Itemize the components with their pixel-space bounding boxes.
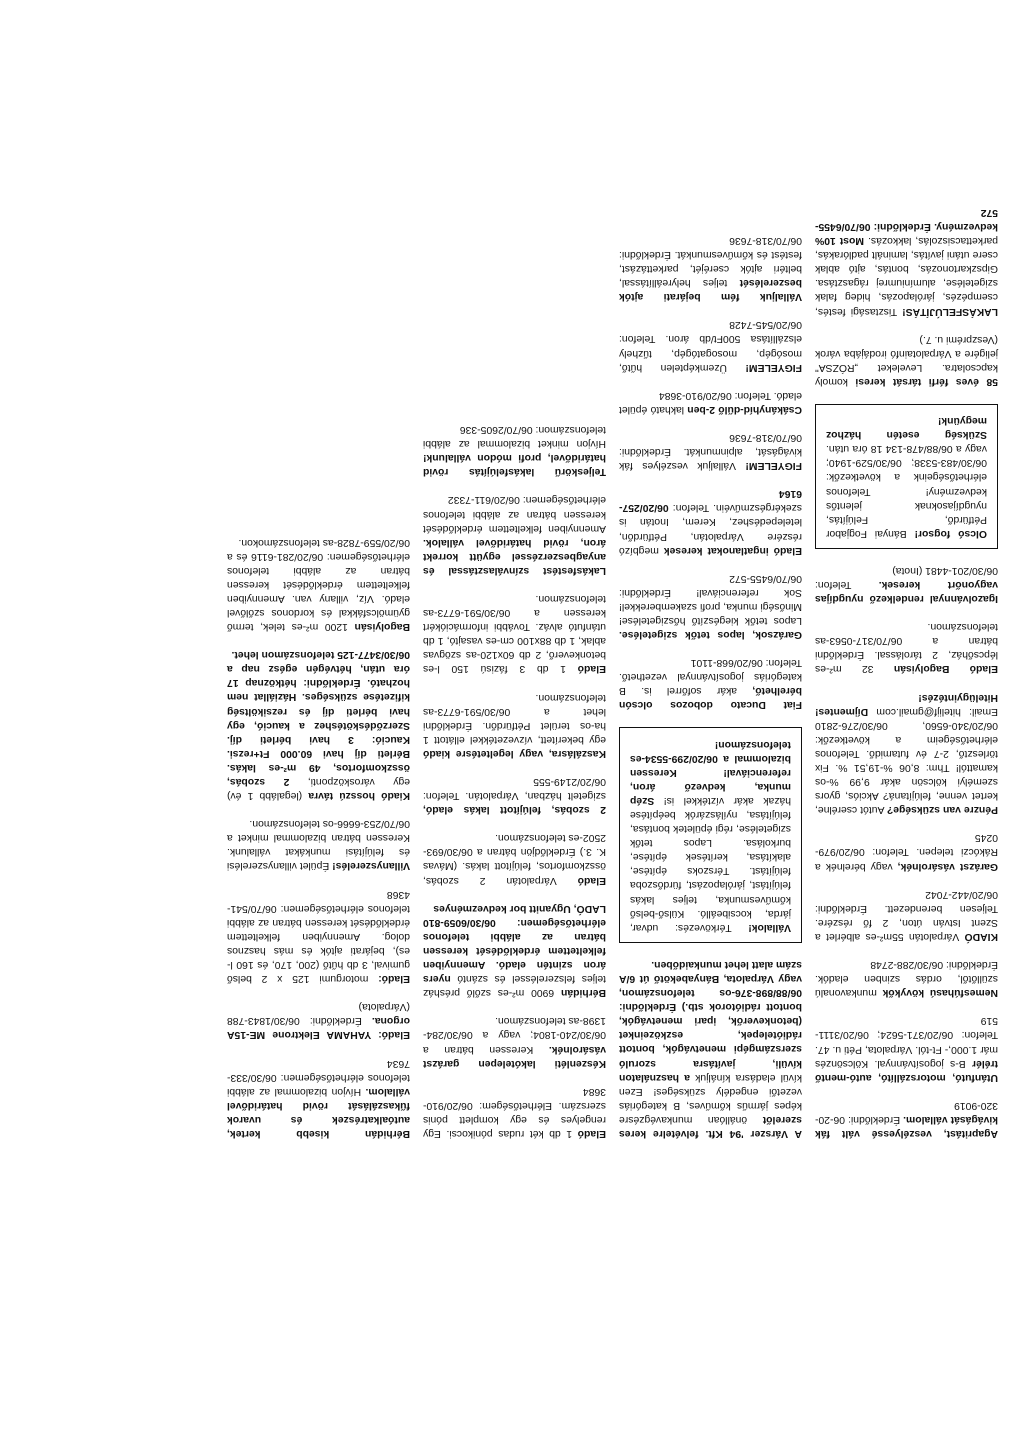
classified-ad <box>619 430 802 472</box>
ad-body: Térkövezés: udvar, járda, kocsibeálló. Külső-belső kőművesmunka, teljes lakás felújítást, járólapozást, fürdőszoba felújítást. Térszoks építése, alakítása, kerítések építése, burkolása. Lapos tetők szigetelése, régi épületek bontása, felújítása, nyílászárók beépítése házak akár víztékkel is! <box>630 794 791 933</box>
classified-ad <box>815 332 998 388</box>
ad-emphasis: 2 szobás, <box>227 776 308 788</box>
ad-headline: Lakásfestést színválasztással és anyagbeszerzéssel együtt korrekt áron, rövid határidővel vállalok. <box>423 536 606 576</box>
ad-emphasis: Most 10% kedvezmény. Érdeklődni: 06/70/6455-572 <box>815 206 998 247</box>
ad-emphasis: 06/20/257-6164 <box>618 488 802 514</box>
ad-body: Érdeklődni: 06/30/1843-788 (Várpalota) <box>227 1001 410 1027</box>
classified-ad <box>227 887 410 986</box>
classified-ad <box>815 205 998 318</box>
ad-headline: Készenléti lakótelepen garázst vásárolnék. <box>423 1043 606 1069</box>
classified-ad <box>423 1013 606 1069</box>
classified-ad <box>423 689 606 759</box>
classified-ad <box>227 1055 410 1140</box>
ad-headline: Kiadó hosszú távra <box>308 790 410 802</box>
ad-body: megbízó részére Várpalotán, Pétfürdőn, letelepedéshez, Kerem, Inotán is szekérgészművéin. Telefon: <box>619 502 802 556</box>
classified-ad <box>619 388 802 416</box>
boxed-classified-ad <box>619 727 802 942</box>
ad-headline: Nemesfúhasú kövykők <box>882 987 998 999</box>
classified-ad <box>227 534 410 633</box>
ad-emphasis: nyers áron szintén eladó. Amennyiben felkeltettem érdeklődését keressen bátran az alábbi telefonos elérhetőségemen: 06/30/6059-810 <box>422 916 606 985</box>
ad-headline: LAKÁSFELÚJÍTÁS! <box>902 305 998 317</box>
ad-headline: FIGYELEM! <box>745 460 802 472</box>
ad-body: Várpalotán 55m²-es albérlet a Szent István úton, 2 fő részére. Teljesen berendezett. Érdeklődni: 06/20/442-7042 <box>815 888 998 942</box>
ad-body: 1200 m²-es telek, termő gyümölcsfákkal és kordonos szőlővel eladó. Víz, villany van. Amennyiben felkeltettem érdeklődését keressen bátran az alábbi telefonos elérhetőségemen: 06/20/281-6116 és a 06/20/559-7828-as telefonszámokon. <box>227 536 410 633</box>
ad-emphasis: Szép munka, kedvező áron, referenciával! Keressen bizalommal a 06/20/299-5534-es telefonszámon! <box>630 738 791 806</box>
ad-body: Keressen bátran a 06/30/240-1804; vagy a 06/30/284-1398-as telefonszámon. <box>423 1015 606 1055</box>
ad-body: Telefon: 06/30/201-4481 (Inota) <box>815 564 998 590</box>
ad-body: Bányai Fogjabor Pétfürdő, Felújítás, nyugdíjasoknak jelentős kedvezmény! Telefonos elérhetőségeink a következők: 06/30/483-5338; 06/30/529-1940; vagy a 06/88/478-134 18 óra után. <box>826 443 987 539</box>
ad-body: önállóan munkavégzésre képes járműs kőműves, B kategóriás vezetői engedély szükséges! Ezen kívül eladásra kínáljuk <box>619 1071 802 1125</box>
ad-body: 32 m²-es lépcsőház, 2 tárolással. Érdeklődni bátran a 06/70/317-0563-as telefonszámon. <box>815 621 998 675</box>
ad-headline: Vállalok! <box>748 921 791 933</box>
ad-body: 6900 m²-es szőlő présház teljes felszereléssel és szántó <box>423 973 606 999</box>
ad-headline: Eladó: <box>378 973 410 985</box>
ad-headline: 2 szobás, felújított lakás eladó, <box>423 804 606 816</box>
ad-headline: Teljeskörű lakásfelújítás rövid határidővel, profi módon vállalunk! <box>423 452 606 478</box>
ad-body: Autót cserélne, kertet venne, felújítaná? Akciós, gyors személyi kölcsön akár 9,99 %-os kamattól! Thm: 8,06 %-19,51 %. Fix törlesztő, 2-7 év futamidő. Telefonos elérhetőségeim a következők: 06/20/340-6560, 06/30/276-2810 Email: hitelijf@gmail.com <box>815 705 998 816</box>
ad-body: Vállaljuk veszélyes fák kivágását, alpinmunkát. Érdeklődni: 06/70/318-7636 <box>619 431 802 472</box>
classified-ad <box>619 957 802 1140</box>
ad-headline: A Várszer '94 Kft. felvételre keres szerelőt <box>619 1113 802 1139</box>
ad-headline: Eladó: YAHAMA Elektrone ME-15A orgona. <box>227 1015 410 1041</box>
classified-ad <box>815 1013 998 1083</box>
ad-headline: Kaszálásra, vagy legeltetésre kiadó <box>423 747 606 759</box>
classified-ad <box>619 655 802 711</box>
classified-ad <box>619 233 802 303</box>
ad-body: lakható épület eladó. Telefon: 06/20/910-3684 <box>618 389 802 415</box>
classified-ad <box>423 422 606 478</box>
ad-headline: Csákányhíd-dűlő 2-ben <box>687 403 802 415</box>
classified-ad <box>227 647 410 802</box>
ad-body: Érdeklődni: 06-20-320-9019 <box>815 1099 998 1125</box>
ad-headline: KIADÓ <box>964 930 998 942</box>
ad-headline: Garázst vásárolnék, <box>897 860 998 872</box>
classified-ad <box>423 1084 606 1140</box>
classified-ad <box>815 887 998 943</box>
classified-ad <box>619 486 802 556</box>
ad-headline: Utánfutó, motorszállító, autó-mentő trélér <box>815 1057 998 1083</box>
classified-ad <box>423 830 606 886</box>
classified-ad <box>619 571 802 641</box>
ad-body: Épület villanyszerelési és felújítási munkákat vállalunk. Keressen bátran bizalommal minket a 06/70/253-6666-os telefonszámon. <box>227 818 410 872</box>
ad-emphasis: a használaton kívüli, javításra szoruló szerszámgépi menetvágók, bontott rádiótelepek, eszközeinket (betonkeverők, ipari menetvágók, bontott rádiótorok stb.) Érdeklődni: 06/88/898-376-os telefonszámon, vagy Várpalota, Bányabekötő út 6/A szám alatt lehet munkaidőben. <box>619 958 802 1083</box>
classified-ad <box>815 689 998 816</box>
ad-body: Hívjon minket bizalommal az alábbi telefonszámon: 06/70/2605-336 <box>423 424 606 450</box>
ad-emphasis: összkomfortos, 49 m²-es lakás. Bérleti díj havi 60.000 Ft+rezsi. Kaució: 3 havi bérleti díj. Szerződéskötéshez a kaució, egy havi bérleti díj és rezsiköltség kifizetése szükséges. Háziállat nem hozható. Érdeklődni: hétköznap 17 óra után, hétvégén egész nap a 06/30/3477-125 telefonszámon lehet. <box>227 649 410 773</box>
column-3 <box>423 408 606 1140</box>
ad-headline: Igazolvánnyal rendelkező nyugdíjas vagyonőrt keresek. <box>815 579 998 605</box>
ad-body: teljes helyreállítással, beltéri ajtók cseréjét, parkettázást, festést és kőművesmunkát. Érdeklődni: 06/70/318-7636 <box>619 234 802 289</box>
ad-emphasis: LADÓ, Ugyanitt bor kedvezményes <box>433 902 606 914</box>
ad-body: Tisztasági festés, csempézés, járólapozás, hideg falak szigetelése, alumíniumrej rágasztása. Gipszkartonozás, bontás, ajtó ablak csere utáni javítás, laminált padlórakás, parkettacsiszolás, lakkozás. <box>815 235 998 317</box>
ad-headline: Eladó ingatlanokat keresek <box>663 544 802 556</box>
ad-body: vagy bérelnék a Rákóczi telepen. Telefon: 06/20/979-0245 <box>815 832 998 872</box>
ad-body: Üzemképtelen hűtő, mosógép, mosogatógép, tűzhely elszállítása 500Ft/db áron. Telefon: 06/20/545-7428 <box>619 319 802 373</box>
ad-body: Hívjon bizalommal az alábbi telefonos elérhetőségemen: 06/30/333-7634 <box>227 1057 410 1097</box>
ad-headline: Fiat Ducato dobozos olcsón bérelhető, <box>619 685 802 711</box>
classified-ad <box>815 830 998 872</box>
classified-ad <box>423 901 606 1000</box>
ad-headline: Eladó <box>577 874 606 886</box>
classified-ad <box>423 591 606 676</box>
column-1 <box>815 191 998 1140</box>
column-4 <box>227 520 410 1140</box>
classified-ad <box>815 1098 998 1140</box>
classified-ad <box>815 957 998 999</box>
ad-headline: Bagolyisán <box>354 621 410 633</box>
classified-ad <box>619 317 802 373</box>
ad-headline: Eladó Bagolyisán <box>893 663 998 675</box>
classified-ad <box>227 816 410 872</box>
ad-body: B-s jogosítvánnyal. Kölcsönzés már 1.000,- Ft-tól. Várpalota, Péti u. 47. Telefon: 06/20/371-5624; 06/20/3111-519 <box>815 1015 998 1069</box>
ad-body: (legalább 1 év) egy városközponti, <box>227 776 410 802</box>
column-2 <box>619 219 802 1140</box>
classified-ad <box>815 563 998 605</box>
ad-body: 1 db két rudas pónikocsi. Egy rengelyes és egy komplett pónis szerszám. Elérhetőségem: 06/20/910-3684 <box>423 1085 606 1139</box>
ad-headline: Vállaljuk fém bejárati ajtók beszerelését <box>619 277 802 303</box>
ad-body: Lapos tetők kiegészítő hőszigetelése! Minőségi munka, profi szakemberekkel! Sok referenciával! Érdeklődni: 06/70/6455-572 <box>619 572 802 626</box>
ad-body: munkavonalú szüllőtől, ordás szinben eladók. Érdeklődni: 06/30/288-2748 <box>815 959 998 999</box>
ad-headline: Villanyszerelés! <box>332 860 410 872</box>
ad-headline: FIGYELEM! <box>745 361 802 373</box>
ad-body: egy bekerített, vízvezetékkel ellátott 1 ha-os terület Pétfürdőn. Érdeklődni lehet a 06/30/591-6773-as telefonszámon. <box>423 691 606 745</box>
ad-body: komoly kapcsolatra. Leveleket „RÓZSA" jeligére a Várpalotainfó irodájába várok (Veszprémi u. 7.) <box>815 333 998 387</box>
ad-headline: Olcsó fogsor! <box>914 527 987 539</box>
ad-emphasis: Díjmentes! Hitelügyintézés! <box>815 691 998 717</box>
ad-body: akár sofőrrel is. B kategóriás jogosítvánnyal vezethető. Telefon: 06/20/668-1101 <box>619 657 802 697</box>
ad-headline: Eladó <box>577 663 606 675</box>
ad-body: szigetelt házban, Várpalotán. Telefon: 06/20/2149-555 <box>423 776 606 802</box>
ad-headline: Pénzre van szüksége? <box>886 804 998 816</box>
ad-body: Várpalotán 2 szobás, összkomfortos, felújított lakás. (Mávas K. 3.) Érdeklődjön bátran a 06/30/693-2502-es telefonszámon. <box>423 832 606 886</box>
ad-emphasis: Szükség esetén házhoz megyünk! <box>826 415 987 441</box>
ad-headline: Bérhidán kisebb kertek, autóalkatrészek és uvarok fűkaszálását rövid határidővel vállalom. <box>227 1085 410 1139</box>
ad-headline: Eladó <box>577 1128 606 1139</box>
ad-body: Amennyiben felkeltettem érdeklődését keressen bátran az alábbi telefonos elérhetőségemen: 06/20/611-7332 <box>423 494 606 534</box>
boxed-classified-ad <box>815 404 998 549</box>
classified-ad <box>227 999 410 1041</box>
ad-headline: Garázsok, lapos tetők szigetelése. <box>619 629 802 641</box>
classified-ad <box>423 774 606 816</box>
ad-headline: Bérhidán <box>560 987 606 999</box>
ad-headline: 58 éves férfi társát keresi <box>855 375 998 387</box>
ad-headline: Agapritást, veszélyessé vált fák kivágását vállalom. <box>815 1113 998 1139</box>
ad-body: 1 db 3 fázisú 150 l-es betonkeverő, 2 db 60x120-as szögvas ablak, 1 db 88x100 cm-es vasajtó, 1 db utánfutó alváz. További információkért keressen a 06/30/591-6773-as telefonszámon. <box>423 593 606 675</box>
classified-ad <box>423 492 606 577</box>
ad-body: motorgumi 125 x 2 belső gumival, 3 db hűtő (200, 170, és 160 l-es), bejárati ajtók és más hasznos dolog. Amennyiben felkeltettem érdeklődését keressen bátran az alábbi telefonos elérhetőségemen: 06/70/541-4368 <box>227 888 410 985</box>
classified-ad <box>815 619 998 675</box>
